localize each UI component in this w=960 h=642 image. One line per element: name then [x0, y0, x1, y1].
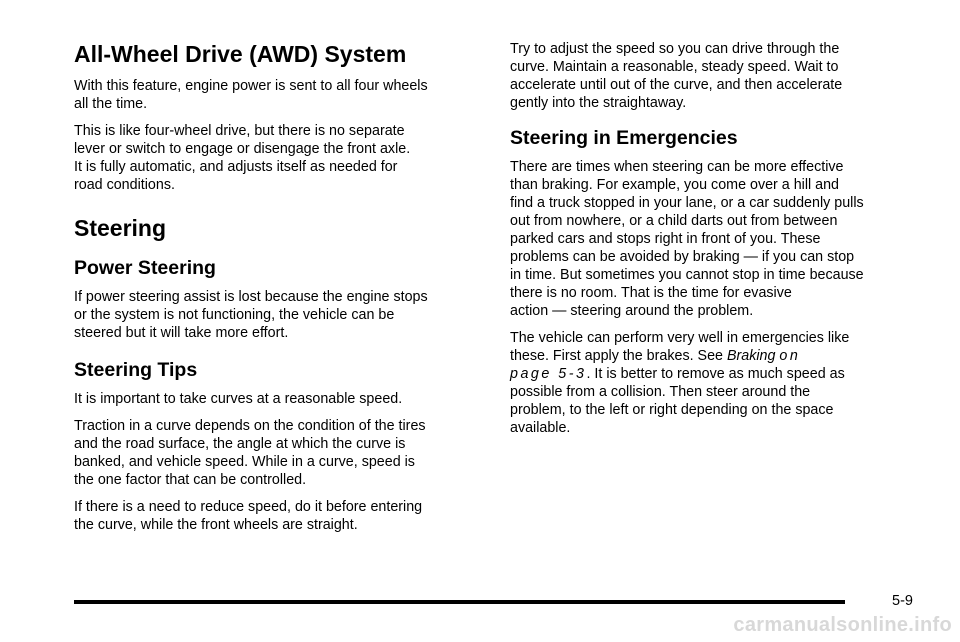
emergencies-paragraph-2-lead: The vehicle can perform very well in emergencies like these. First apply the brakes. See	[510, 330, 850, 364]
power-steering-paragraph: If power steering assist is lost because the engine stops or the system is not functioning, the vehicle can be steered but it will take more effort.	[74, 289, 428, 341]
awd-paragraph-2: This is like four-wheel drive, but there is no separate lever or switch to engage or disengage the front axle. It is fully automatic, and adjusts itself as needed for road conditions.	[74, 123, 411, 193]
right-column	[510, 40, 918, 446]
steering-tips-paragraph-3: If there is a need to reduce speed, do it before entering the curve, while the front wheels are straight.	[74, 499, 423, 533]
emergencies-heading: Steering in Emergencies	[510, 127, 738, 149]
emergencies-paragraph-1: There are times when steering can be more effective than braking. For example, you come over a hill and find a truck stopped in your lane, or a car suddenly pulls out from nowhere, or a child darts out from between parked cars and stops right in front of you. These problems can be avoided by braking — if you can stop in time. But sometimes you cannot stop in time because there is no room. That is the time for evasive action — steering around the problem.	[510, 159, 864, 319]
steering-heading: Steering	[74, 215, 167, 241]
awd-paragraph-1: With this feature, engine power is sent to all four wheels all the time.	[74, 78, 428, 112]
watermark: carmanualsonline.info	[733, 614, 952, 636]
page-number: 5-9	[892, 593, 913, 609]
curve-continuation-paragraph: Try to adjust the speed so you can drive through the curve. Maintain a reasonable, steady speed. Wait to accelerate until out of the curve, and then accelerate gently into the straightaway.	[510, 41, 843, 111]
left-column	[74, 40, 482, 543]
steering-tips-heading: Steering Tips	[74, 359, 198, 381]
footer-rule	[74, 600, 845, 604]
awd-heading: All-Wheel Drive (AWD) System	[74, 41, 407, 67]
power-steering-heading: Power Steering	[74, 257, 216, 279]
emergencies-paragraph-2	[510, 329, 918, 437]
braking-page-reference-link[interactable]: on page 5-3	[510, 348, 801, 382]
steering-tips-paragraph-2: Traction in a curve depends on the condition of the tires and the road surface, the angle at which the curve is banked, and vehicle speed. While in a curve, speed is the one factor that can be controlled.	[74, 418, 426, 488]
emergencies-paragraph-2-tail: . It is better to remove as much speed as possible from a collision. Then steer around the problem, to the left or right depending on the space available.	[510, 366, 845, 436]
braking-link-title[interactable]: Braking	[726, 348, 780, 364]
steering-tips-paragraph-1: It is important to take curves at a reasonable speed.	[74, 391, 403, 407]
